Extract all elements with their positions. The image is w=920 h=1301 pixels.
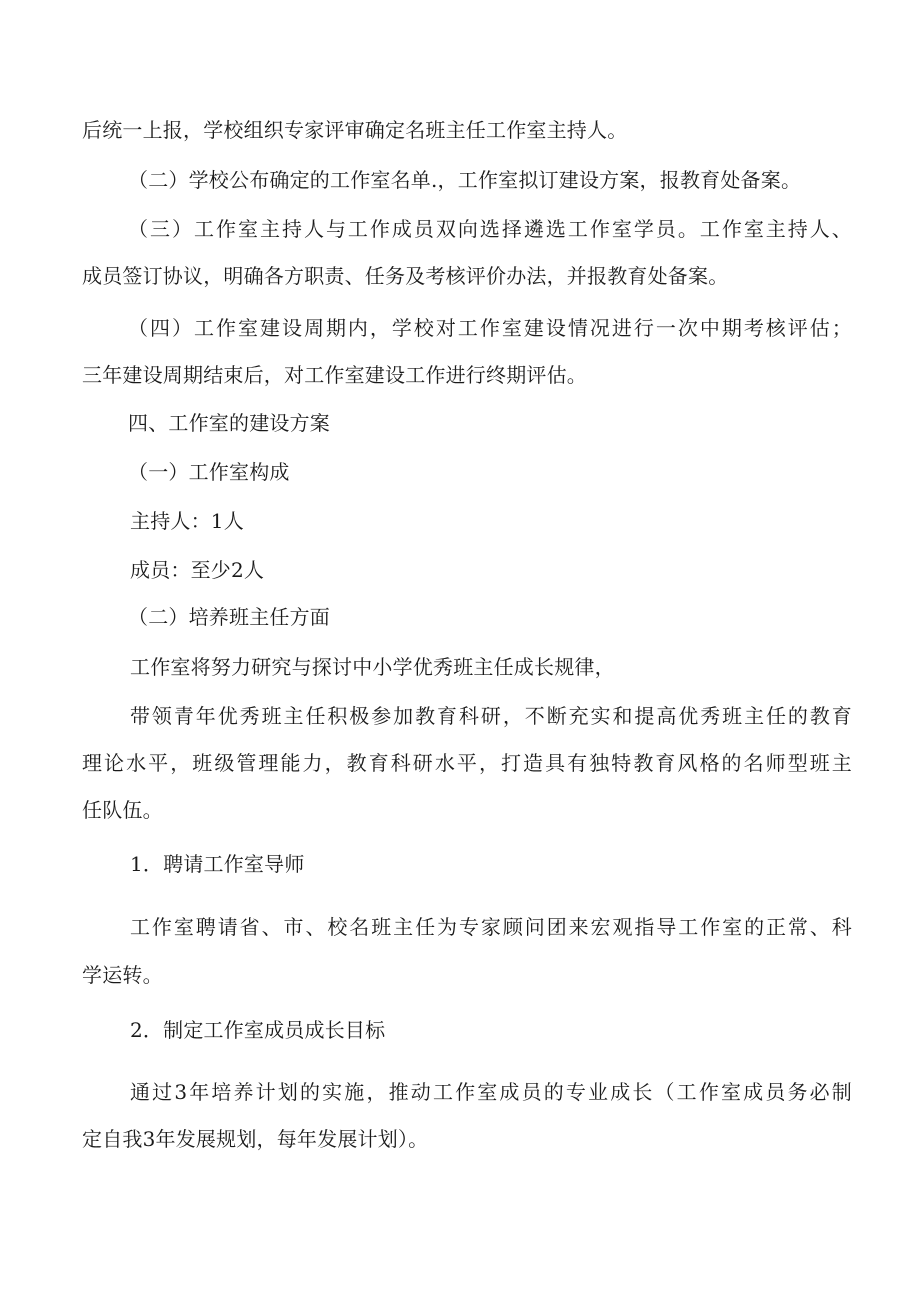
subsection-heading: （一）工作室构成 bbox=[128, 460, 290, 484]
paragraph-line: 带领青年优秀班主任积极参加教育科研，不断充实和提高优秀班主任的教育 bbox=[130, 704, 852, 728]
paragraph-line: 通过3年培养计划的实施，推动工作室成员的专业成长（工作室成员务必制 bbox=[130, 1080, 852, 1104]
paragraph-line: （二）学校公布确定的工作室名单.，工作室拟订建设方案，报教育处备案。 bbox=[128, 168, 802, 192]
section-heading: 四、工作室的建设方案 bbox=[128, 411, 330, 435]
paragraph-line: 理论水平，班级管理能力，教育科研水平，打造具有独特教育风格的名师型班主 bbox=[82, 751, 852, 775]
paragraph-line: 三年建设周期结束后，对工作室建设工作进行终期评估。 bbox=[82, 363, 587, 387]
paragraph-line: （四）工作室建设周期内，学校对工作室建设情况进行一次中期考核评估； bbox=[128, 316, 852, 340]
paragraph-line: 学运转。 bbox=[82, 963, 163, 987]
numbered-item: 2．制定工作室成员成长目标 bbox=[130, 1018, 386, 1042]
paragraph-line: 工作室聘请省、市、校名班主任为专家顾问团来宏观指导工作室的正常、科 bbox=[130, 915, 852, 939]
paragraph-line: 后统一上报，学校组织专家评审确定名班主任工作室主持人。 bbox=[82, 118, 628, 142]
paragraph-line: 工作室将努力研究与探讨中小学优秀班主任成长规律， bbox=[130, 655, 615, 679]
subsection-heading: （二）培养班主任方面 bbox=[128, 605, 330, 629]
paragraph-line: 定自我3年发展规划，每年发展计划）。 bbox=[82, 1127, 429, 1151]
paragraph-line: 任队伍。 bbox=[82, 798, 163, 822]
numbered-item: 1．聘请工作室导师 bbox=[130, 852, 305, 876]
member-count-line: 成员：至少2人 bbox=[130, 558, 265, 582]
paragraph-line: 成员签订协议，明确各方职责、任务及考核评价办法，并报教育处备案。 bbox=[82, 264, 729, 288]
paragraph-line: （三）工作室主持人与工作成员双向选择遴选工作室学员。工作室主持人、 bbox=[128, 217, 852, 241]
host-count-line: 主持人：1人 bbox=[130, 509, 244, 533]
